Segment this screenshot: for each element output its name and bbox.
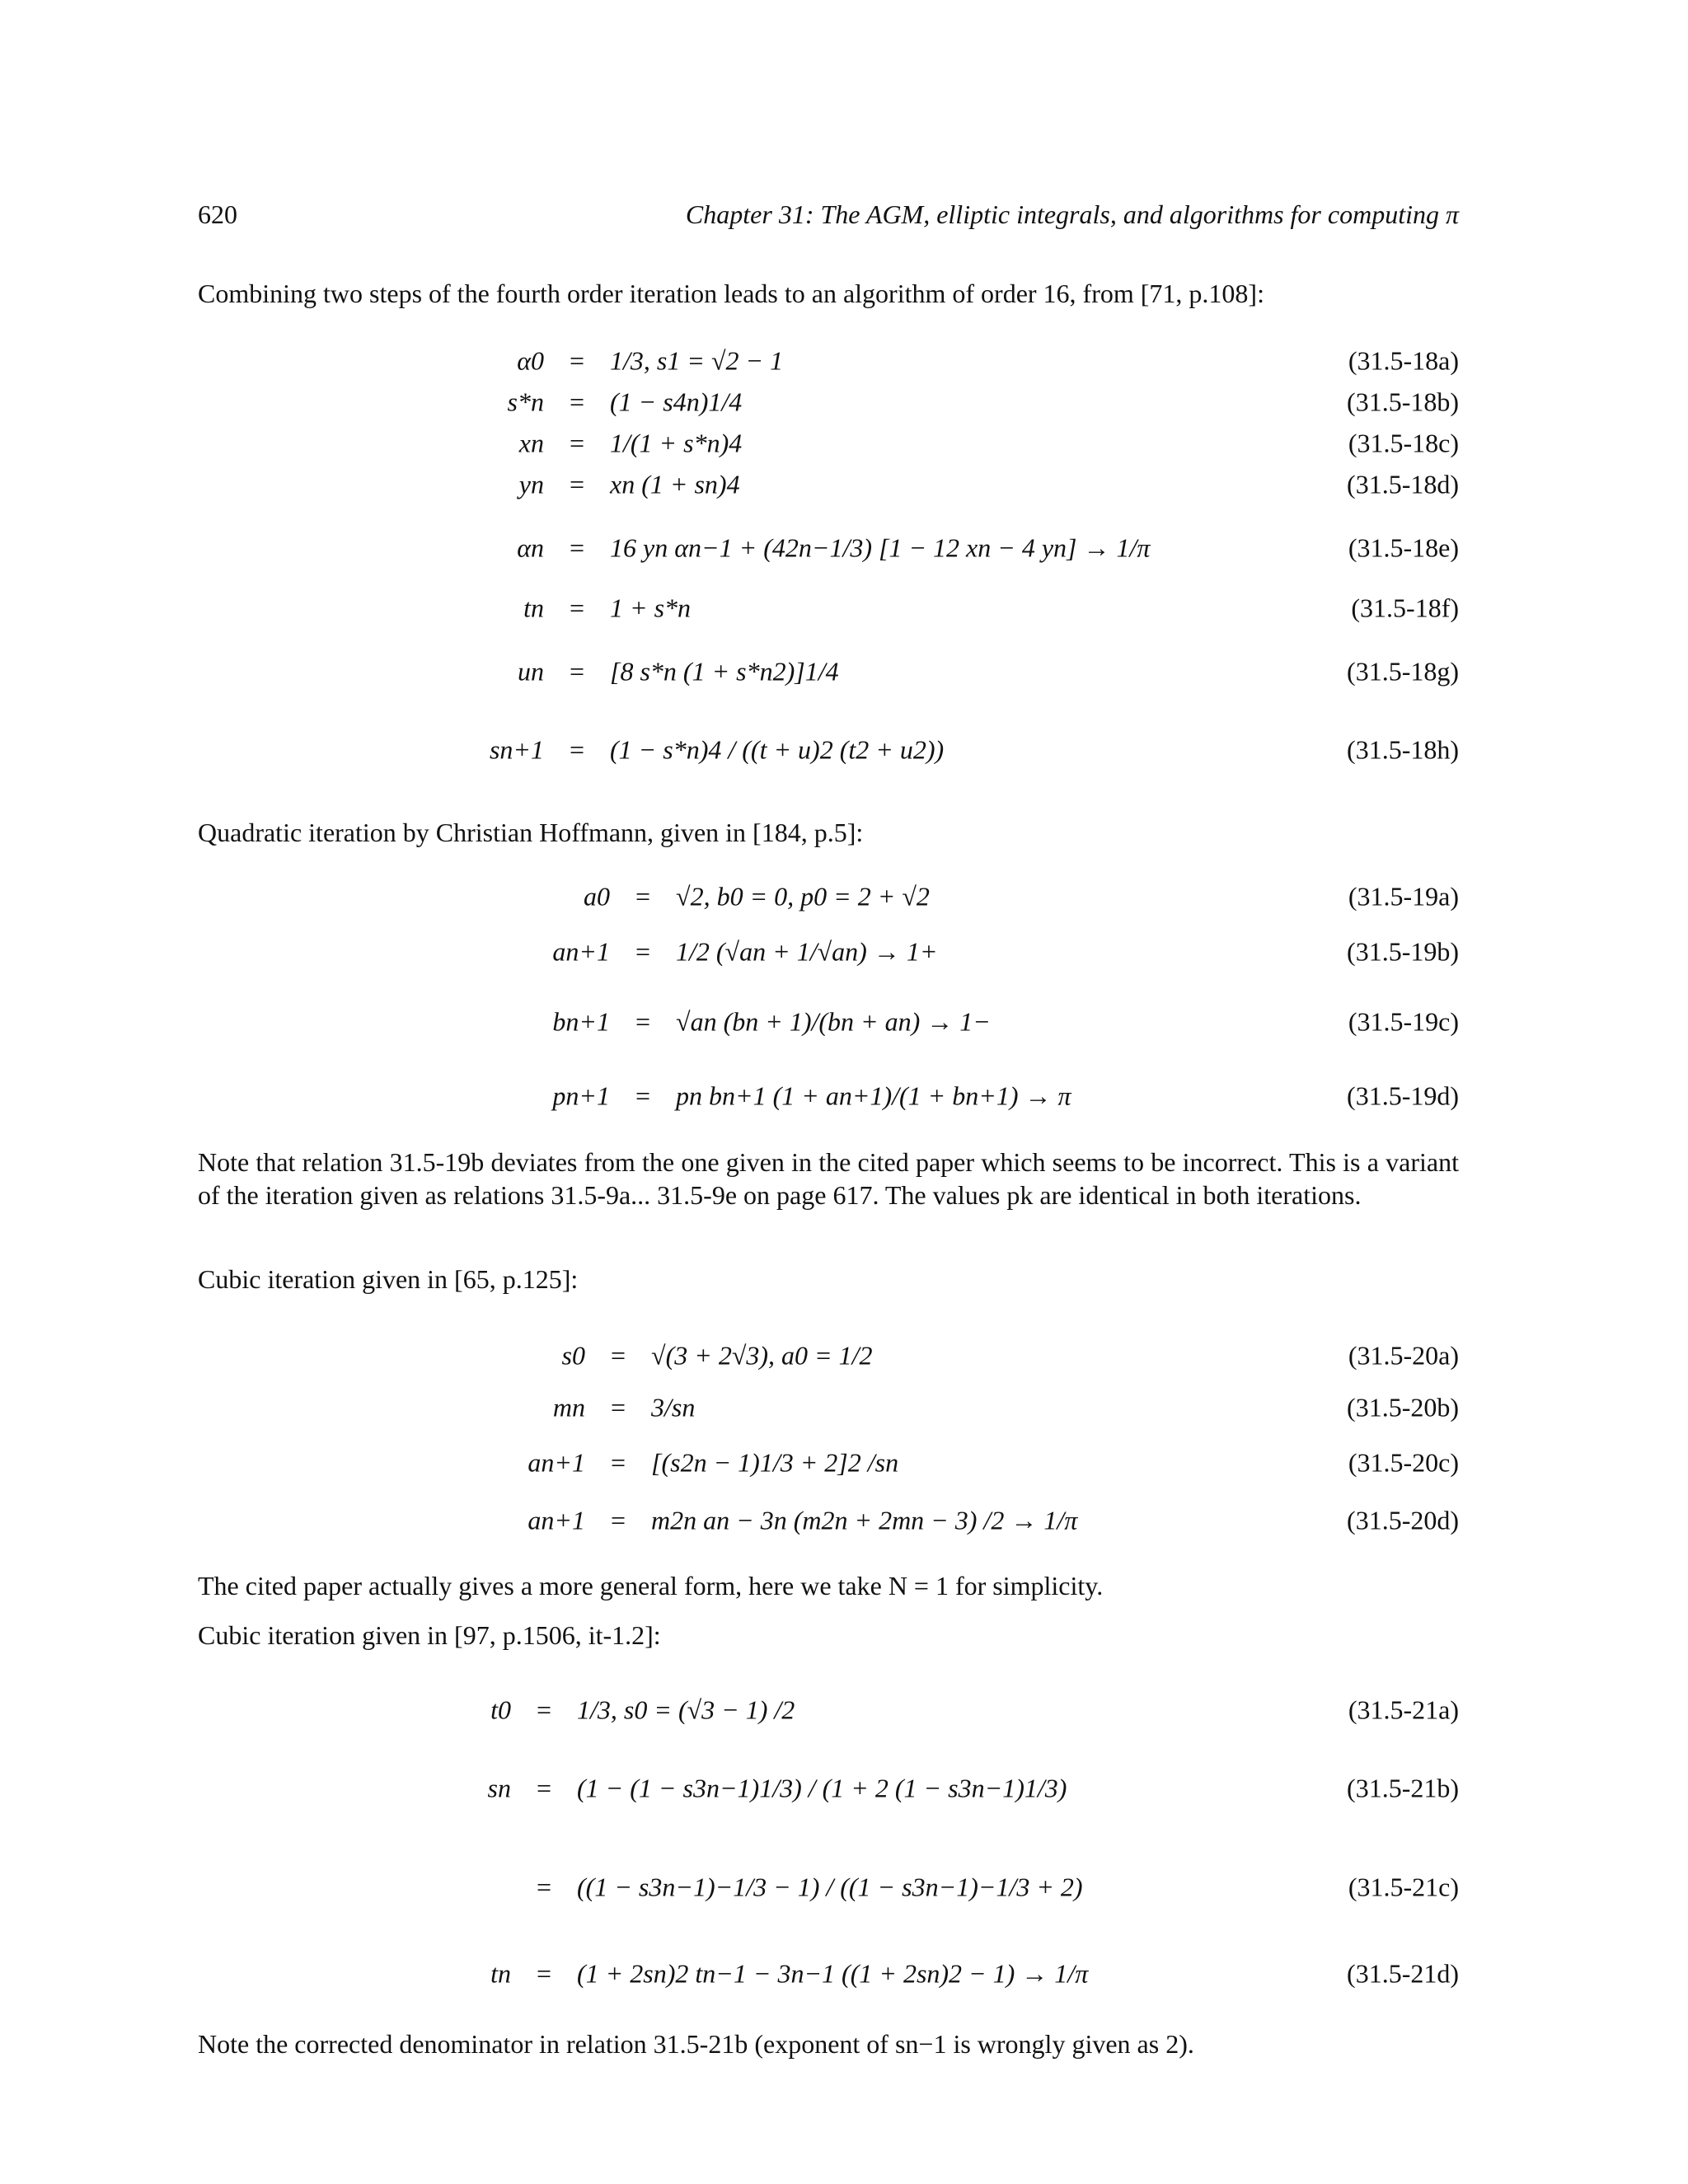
equation-lhs: αn [517, 532, 544, 563]
equation-row [0, 1941, 1688, 2007]
equation-lhs: bn+1 [552, 1006, 610, 1037]
equation-lhs: sn+1 [489, 734, 544, 765]
equation-rhs: 1/2 (√an + 1/√an) → 1+ [676, 936, 938, 967]
paragraph-cubic-intro: Cubic iteration given in [65, p.125]: [198, 1264, 579, 1294]
paragraph-variant-note: Note that relation 31.5-19b deviates from the one given in the cited paper which seems to be incorrect. This is a variant of the iteration given as relations 31.5-9a... 31.5-9e on page 617. The values pk are identical in both iterations. [198, 1147, 1459, 1210]
equation-rhs: [(s2n − 1)1/3 + 2]2 /sn [651, 1447, 899, 1478]
equation-lhs: an+1 [528, 1505, 585, 1535]
equation-label: (31.5-19b) [1347, 936, 1459, 967]
equals-sign: = [536, 1694, 552, 1725]
equation-label: (31.5-18a) [1348, 345, 1459, 376]
equation-label: (31.5-20a) [1348, 1340, 1459, 1371]
intro-paragraph: Combining two steps of the fourth order iteration leads to an algorithm of order 16, from [71, p.108]: [198, 279, 1264, 308]
equation-row [0, 1385, 1688, 1431]
equation-row [0, 1434, 1688, 1492]
equation-rhs: (1 + 2sn)2 tn−1 − 3n−1 ((1 + 2sn)2 − 1) → 1/π [577, 1958, 1089, 1989]
paragraph-general-form: The cited paper actually gives a more general form, here we take N = 1 for simplicity. [198, 1571, 1104, 1601]
equation-row [0, 1327, 1688, 1385]
equation-rhs: ((1 − s3n−1)−1/3 − 1) / ((1 − s3n−1)−1/3 + 2) [577, 1872, 1083, 1902]
equals-sign: = [536, 1958, 552, 1989]
paragraph-corrected-denominator: Note the corrected denominator in relation 31.5-21b (exponent of sn−1 is wrongly given as 2). [198, 2029, 1194, 2059]
equation-rhs: 1 + s*n [610, 593, 692, 623]
equation-lhs: sn [487, 1773, 511, 1803]
equation-rhs: (1 − s4n)1/4 [610, 387, 743, 417]
equals-sign: = [635, 1006, 651, 1037]
running-title: Chapter 31: The AGM, elliptic integrals, and algorithms for computing π [685, 199, 1459, 229]
equation-rhs: (1 − (1 − s3n−1)1/3) / (1 + 2 (1 − s3n−1)1/3) [577, 1773, 1067, 1803]
equation-label: (31.5-18f) [1351, 593, 1459, 623]
equation-lhs: mn [552, 1392, 585, 1422]
equals-sign: = [569, 387, 585, 417]
equation-block-20 [0, 1327, 1688, 1541]
equation-row [0, 1685, 1688, 1735]
equation-label: (31.5-18c) [1348, 428, 1459, 458]
paragraph-cubic-intro-2: Cubic iteration given in [97, p.1506, it-1.2]: [198, 1620, 661, 1650]
equation-label: (31.5-19a) [1348, 881, 1459, 912]
equation-rhs: 1/3, s1 = √2 − 1 [610, 345, 784, 376]
equation-lhs: xn [518, 428, 544, 458]
equation-label: (31.5-19c) [1348, 1006, 1459, 1037]
equals-sign: = [610, 1447, 626, 1478]
equation-label: (31.5-18h) [1347, 734, 1459, 765]
equals-sign: = [569, 428, 585, 458]
equation-rhs: 16 yn αn−1 + (42n−1/3) [1 − 12 xn − 4 yn] → 1/π [610, 532, 1151, 563]
equals-sign: = [635, 1080, 651, 1111]
equation-row [0, 923, 1688, 981]
equals-sign: = [569, 593, 585, 623]
equation-row [0, 643, 1688, 701]
equation-row [0, 462, 1688, 508]
equation-rhs: 1/(1 + s*n)4 [610, 428, 743, 458]
equals-sign: = [610, 1340, 626, 1371]
equation-label: (31.5-20d) [1347, 1505, 1459, 1535]
equation-lhs: s*n [507, 387, 544, 417]
equation-lhs: un [518, 656, 544, 687]
equals-sign: = [569, 469, 585, 499]
equation-row [0, 989, 1688, 1055]
equation-rhs: (1 − s*n)4 / ((t + u)2 (t2 + u2)) [610, 734, 945, 765]
equals-sign: = [610, 1392, 626, 1422]
equation-rhs: 3/sn [651, 1392, 696, 1422]
equation-rhs: pn bn+1 (1 + an+1)/(1 + bn+1) → π [676, 1080, 1071, 1111]
equation-label: (31.5-20c) [1348, 1447, 1459, 1478]
equation-lhs: an+1 [552, 936, 610, 967]
page-number: 620 [198, 199, 237, 229]
equals-sign: = [569, 345, 585, 376]
equation-row [0, 1842, 1688, 1933]
equation-label: (31.5-18b) [1347, 387, 1459, 417]
equals-sign: = [610, 1505, 626, 1535]
equals-sign: = [569, 532, 585, 563]
equation-row [0, 420, 1688, 466]
equation-label: (31.5-20b) [1347, 1392, 1459, 1422]
equation-lhs: yn [518, 469, 544, 499]
equation-rhs: √(3 + 2√3), a0 = 1/2 [651, 1340, 873, 1371]
equation-row [0, 874, 1688, 920]
equation-lhs: a0 [584, 881, 610, 912]
equation-label: (31.5-18d) [1347, 469, 1459, 499]
equation-row [0, 1492, 1688, 1549]
equation-lhs: α0 [517, 345, 544, 376]
equals-sign: = [569, 734, 585, 765]
paragraph-quadratic-intro: Quadratic iteration by Christian Hoffmann, given in [184, p.5]: [198, 818, 864, 847]
equation-label: (31.5-21b) [1347, 1773, 1459, 1803]
equation-lhs: an+1 [528, 1447, 585, 1478]
equals-sign: = [635, 881, 651, 912]
equation-row [0, 379, 1688, 425]
equation-rhs: √an (bn + 1)/(bn + an) → 1− [676, 1006, 991, 1037]
equation-lhs: tn [523, 593, 544, 623]
equation-row [0, 717, 1688, 783]
equation-block-19 [0, 874, 1688, 1129]
equation-lhs: s0 [561, 1340, 585, 1371]
equation-label: (31.5-21c) [1348, 1872, 1459, 1902]
equation-label: (31.5-18g) [1347, 656, 1459, 687]
equation-row [0, 338, 1688, 384]
equation-rhs: [8 s*n (1 + s*n2)]1/4 [610, 656, 839, 687]
equation-row [0, 519, 1688, 577]
equals-sign: = [536, 1872, 552, 1902]
equation-lhs: tn [490, 1958, 511, 1989]
equation-label: (31.5-18e) [1348, 532, 1459, 563]
equals-sign: = [635, 936, 651, 967]
equation-rhs: √2, b0 = 0, p0 = 2 + √2 [676, 881, 930, 912]
equation-label: (31.5-21d) [1347, 1958, 1459, 1989]
equation-label: (31.5-19d) [1347, 1080, 1459, 1111]
equation-block-21 [0, 1685, 1688, 2015]
equation-lhs: pn+1 [552, 1080, 610, 1111]
equation-row [0, 585, 1688, 631]
equation-rhs: m2n an − 3n (m2n + 2mn − 3) /2 → 1/π [651, 1505, 1078, 1535]
equals-sign: = [569, 656, 585, 687]
page-header [198, 199, 1459, 241]
equation-lhs: t0 [490, 1694, 511, 1725]
equation-rhs: 1/3, s0 = (√3 − 1) /2 [577, 1694, 795, 1725]
equals-sign: = [536, 1773, 552, 1803]
equation-block-18 [0, 338, 1688, 783]
equation-row [0, 1743, 1688, 1834]
equation-rhs: xn (1 + sn)4 [610, 469, 740, 499]
equation-label: (31.5-21a) [1348, 1694, 1459, 1725]
equation-row [0, 1063, 1688, 1129]
